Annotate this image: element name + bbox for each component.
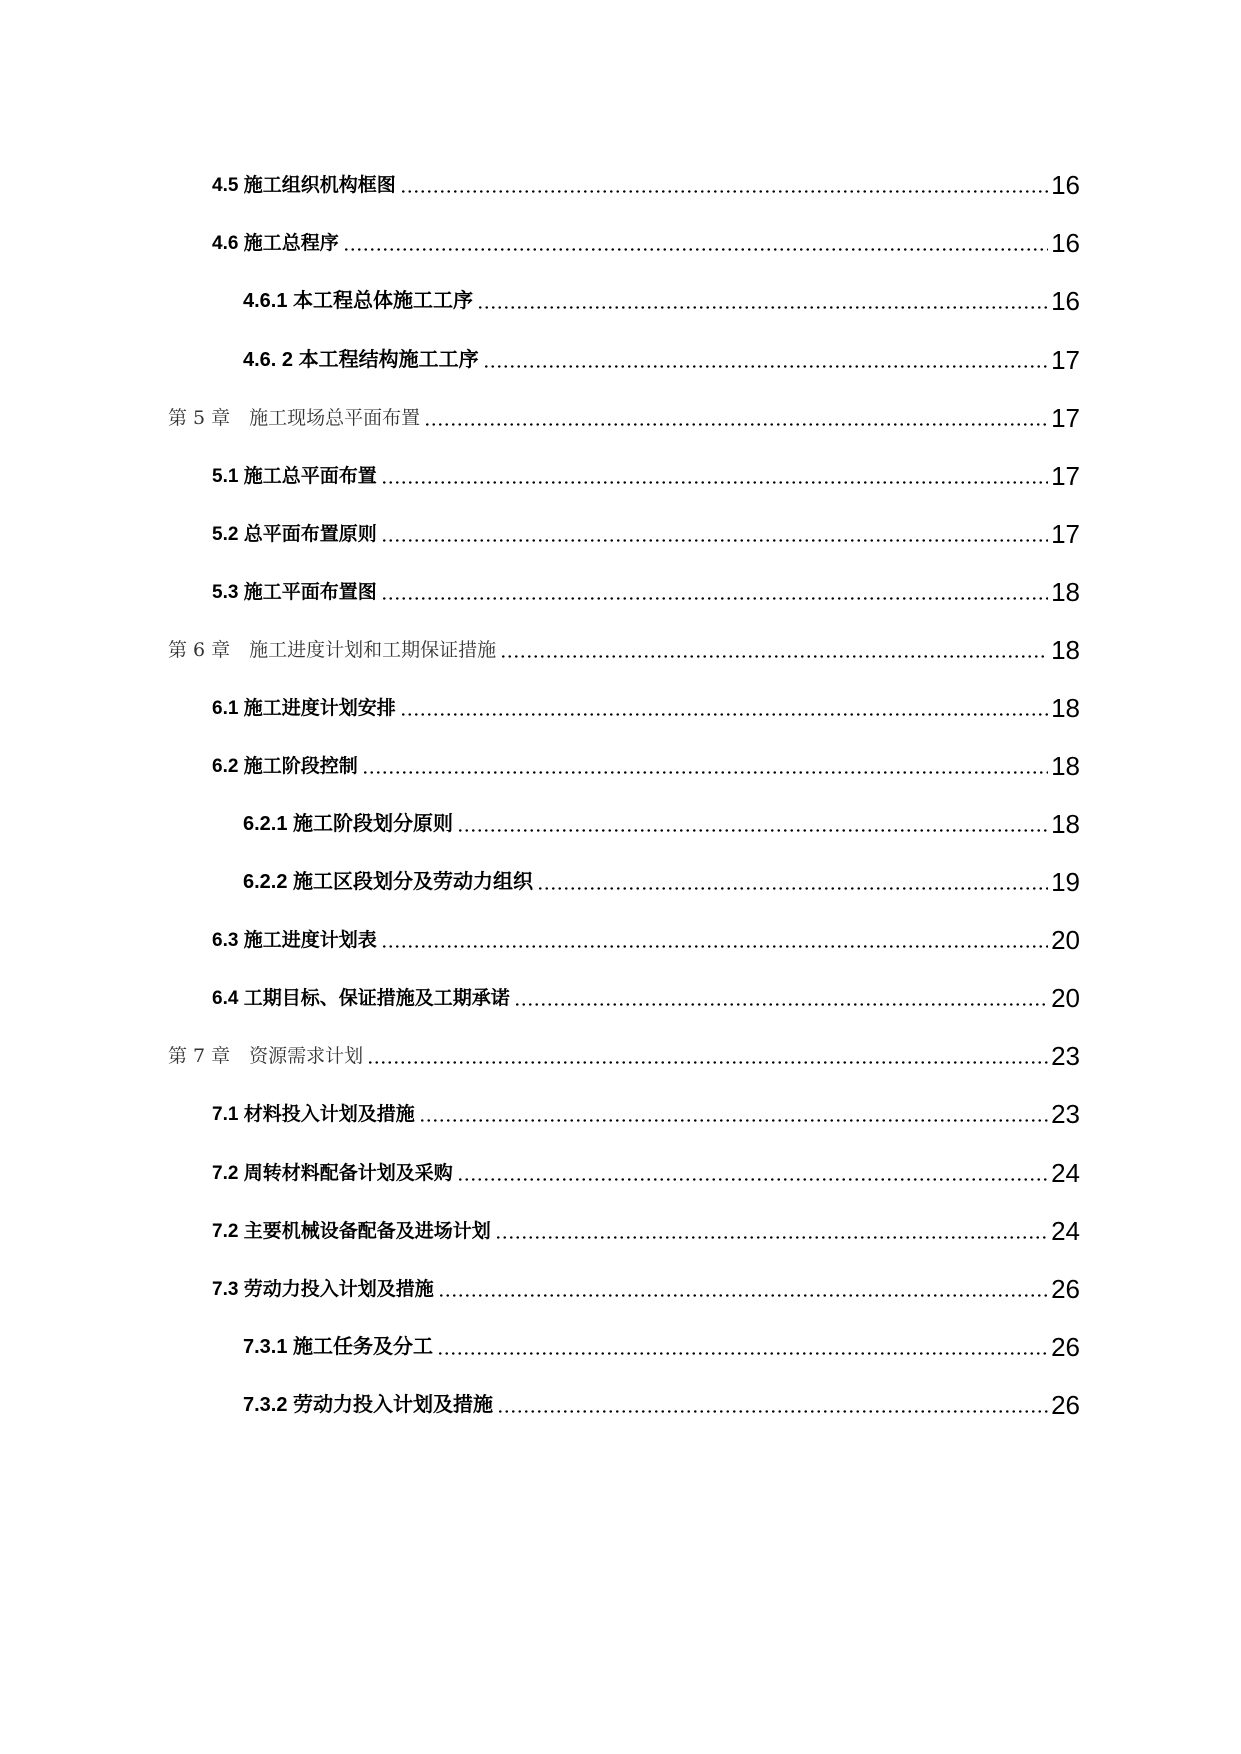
dot-leader [437,1352,1048,1355]
toc-entry[interactable] [212,161,1080,201]
dot-leader [381,945,1048,948]
toc-entry-title: 6.2 施工阶段控制 [212,756,358,777]
toc-entry-title: 5.3 施工平面布置图 [212,582,377,603]
toc-entry-title: 6.3 施工进度计划表 [212,930,377,951]
toc-entry-title: 7.1 材料投入计划及措施 [212,1104,415,1125]
toc-entry-page: 16 [1051,228,1080,258]
toc-entry-page: 18 [1051,809,1080,839]
toc-entry[interactable] [212,510,1080,550]
toc-entry[interactable] [212,1207,1080,1247]
toc-entry-title: 7.3 劳动力投入计划及措施 [212,1279,434,1300]
toc-entry-title: 6.1 施工进度计划安排 [212,698,396,719]
dot-leader [457,829,1048,832]
toc-entry-title: 7.2 主要机械设备配备及进场计划 [212,1221,491,1242]
toc-entry-page: 18 [1051,635,1080,665]
dot-leader [495,1236,1048,1239]
dot-leader [381,539,1048,542]
toc-entry-page: 26 [1051,1274,1080,1304]
dot-leader [497,1410,1048,1413]
dot-leader [477,306,1048,309]
toc-entry-page: 16 [1051,170,1080,200]
toc-entry-page: 17 [1051,345,1080,375]
dot-leader [424,423,1048,426]
dot-leader [483,365,1048,368]
dot-leader [362,771,1048,774]
dot-leader [419,1119,1048,1122]
toc-entry-page: 26 [1051,1332,1080,1362]
dot-leader [343,248,1048,251]
toc-entry-title: 5.2 总平面布置原则 [212,524,377,545]
toc-entry-page: 17 [1051,461,1080,491]
dot-leader [514,1003,1048,1006]
toc-entry-title: 4.6.1 本工程总体施工工序 [243,290,474,312]
toc-entry-title: 4.6. 2 本工程结构施工工序 [243,349,479,371]
toc-entry[interactable] [243,1323,1080,1363]
toc-entry[interactable] [212,452,1080,492]
dot-leader [381,481,1048,484]
toc-entry-title: 7.3.1 施工任务及分工 [243,1336,434,1358]
toc-entry-page: 20 [1051,983,1080,1013]
toc-entry-page: 23 [1051,1099,1080,1129]
toc-entry-page: 24 [1051,1216,1080,1246]
toc-entry[interactable] [212,219,1080,259]
dot-leader [400,713,1048,716]
dot-leader [500,655,1048,658]
toc-entry-page: 26 [1051,1390,1080,1420]
toc-entry[interactable] [212,916,1080,956]
dot-leader [438,1294,1048,1297]
toc-entry-title: 7.3.2 劳动力投入计划及措施 [243,1394,494,1416]
toc-entry[interactable] [212,742,1080,782]
toc-entry[interactable] [212,1265,1080,1305]
toc-entry-page: 20 [1051,925,1080,955]
toc-entry-title: 4.6 施工总程序 [212,233,339,254]
toc-entry-title: 6.2.2 施工区段划分及劳动力组织 [243,871,534,893]
toc-entry[interactable] [243,277,1080,317]
dot-leader [537,887,1048,890]
toc-chapter-entry[interactable] [168,626,1080,666]
toc-entry-page: 19 [1051,867,1080,897]
toc-entry-title: 第 5 章 施工现场总平面布置 [168,407,421,429]
toc-entry-title: 7.2 周转材料配备计划及采购 [212,1163,453,1184]
dot-leader [457,1178,1048,1181]
toc-chapter-entry[interactable] [168,1032,1080,1072]
toc-entry[interactable] [212,1149,1080,1189]
toc-entry-title: 第 7 章 资源需求计划 [168,1045,364,1067]
toc-entry[interactable] [212,1090,1080,1130]
toc-entry-page: 17 [1051,519,1080,549]
dot-leader [367,1061,1048,1064]
toc-entry[interactable] [243,1381,1080,1421]
toc-entry-page: 23 [1051,1041,1080,1071]
toc-entry-page: 16 [1051,286,1080,316]
toc-entry-page: 18 [1051,577,1080,607]
toc-entry[interactable] [243,336,1080,376]
dot-leader [381,597,1048,600]
toc-entry[interactable] [212,568,1080,608]
toc-entry-page: 24 [1051,1158,1080,1188]
toc-entry-title: 6.4 工期目标、保证措施及工期承诺 [212,988,510,1009]
toc-entry-title: 5.1 施工总平面布置 [212,466,377,487]
toc-entry-page: 17 [1051,403,1080,433]
toc-entry-title: 第 6 章 施工进度计划和工期保证措施 [168,639,497,661]
toc-entry[interactable] [212,974,1080,1014]
dot-leader [400,190,1048,193]
toc-entry[interactable] [212,684,1080,724]
toc-entry-title: 6.2.1 施工阶段划分原则 [243,813,454,835]
toc-entry-page: 18 [1051,751,1080,781]
toc-entry[interactable] [243,858,1080,898]
toc-entry-title: 4.5 施工组织机构框图 [212,175,396,196]
toc-chapter-entry[interactable] [168,394,1080,434]
toc-entry[interactable] [243,800,1080,840]
toc-entry-page: 18 [1051,693,1080,723]
